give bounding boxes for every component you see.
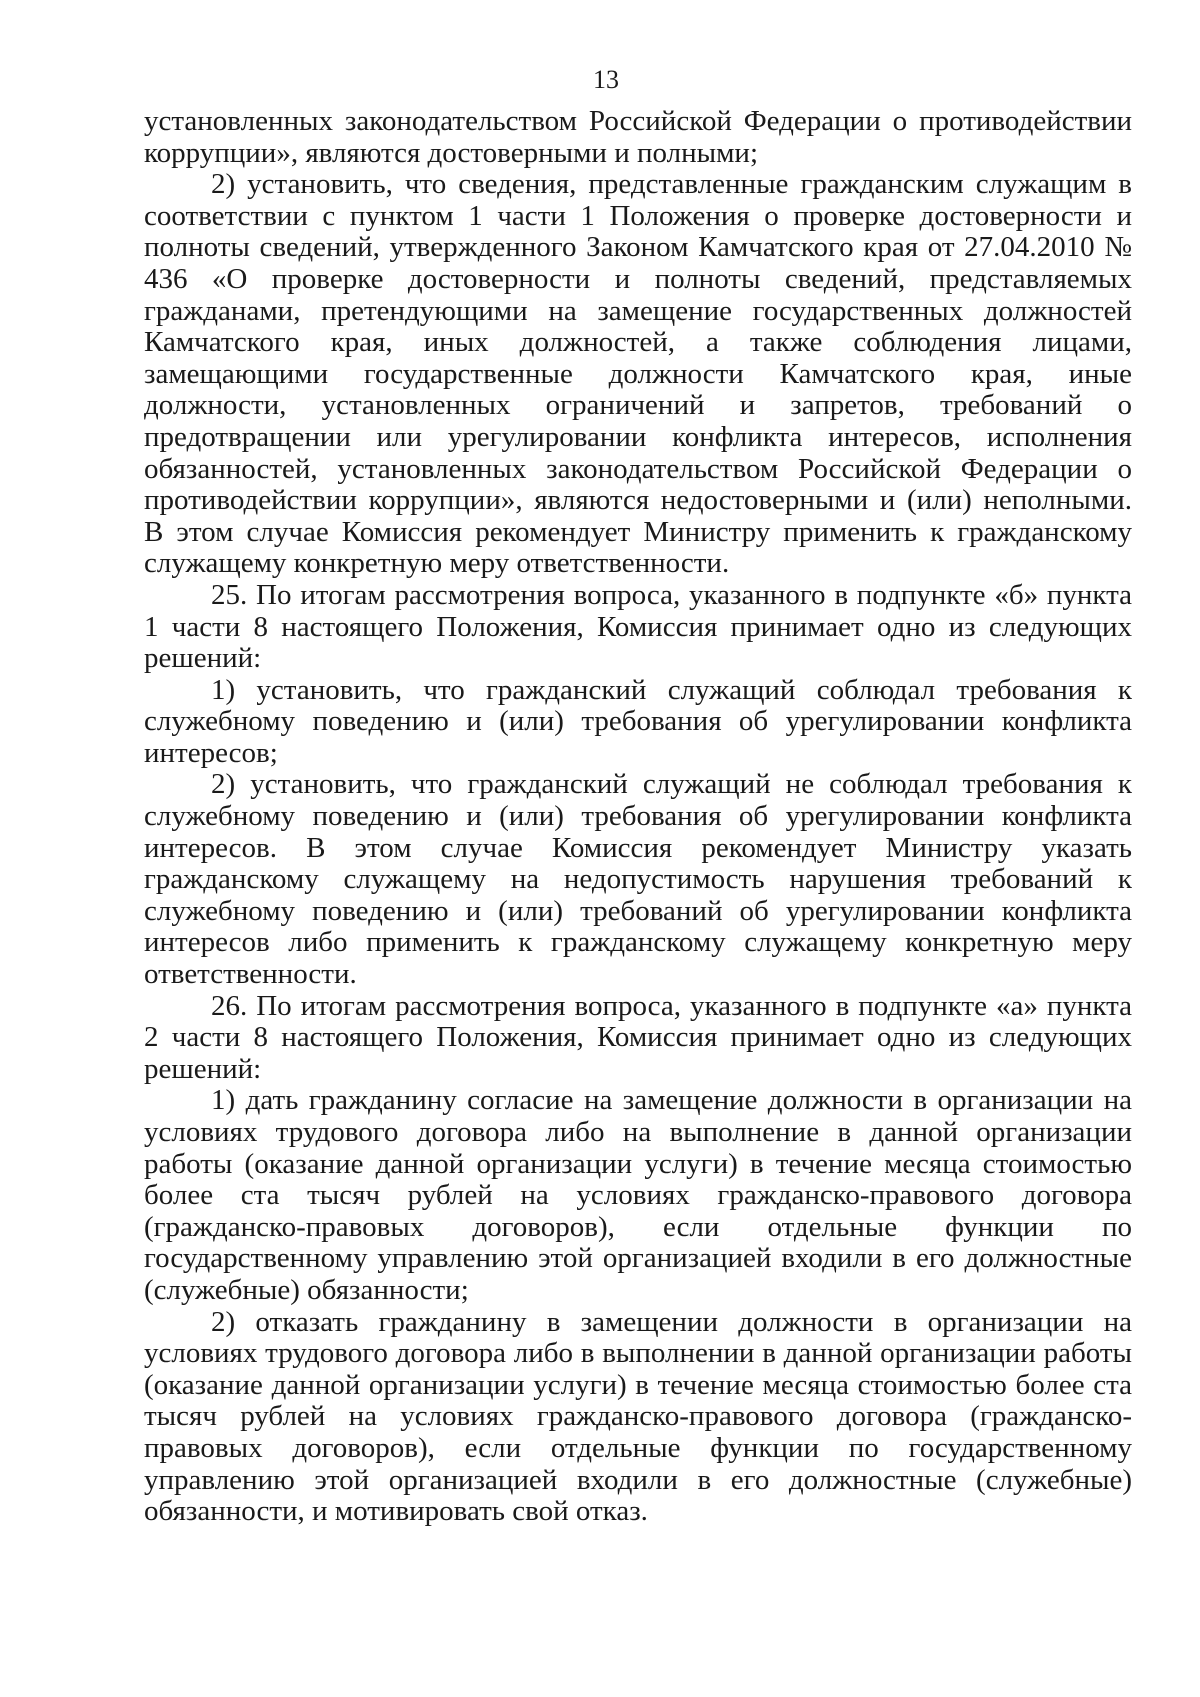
page-number: 13 (593, 65, 619, 94)
paragraph-clause-26-item-2: 2) отказать гражданину в замещении должности в организации на условиях трудового договора либо в выполнении в данной организации работы (оказание данной организации услуги) в течение месяца стоимостью более ста тысяч рублей на условиях гражданско-правового договора (гражданско-правовых договоров), если отдельные функции по государственному управлению этой организацией входили в его должностные (служебные) обязанности, и мотивировать свой отказ. (144, 1305, 1132, 1528)
paragraph-clause-25: 25. По итогам рассмотрения вопроса, указанного в подпункте «б» пункта 1 части 8 настоящего Положения, Комиссия принимает одно из следующих решений: (144, 578, 1132, 675)
paragraph-continuation: установленных законодательством Российской Федерации о противодействии коррупции», являются достоверными и полными; (144, 105, 1132, 169)
paragraph-clause-26-item-1: 1) дать гражданину согласие на замещение должности в организации на условиях трудового договора либо на выполнение в данной организации работы (оказание данной организации услуги) в течение месяца стоимостью более ста тысяч рублей на условиях гражданско-правового договора (гражданско-правовых договоров), если отдельные функции по государственному управлению этой организацией входили в его должностные (служебные) обязанности; (144, 1084, 1132, 1306)
document-body (144, 106, 1132, 1528)
paragraph-clause-26: 26. По итогам рассмотрения вопроса, указанного в подпункте «а» пункта 2 части 8 настоящего Положения, Комиссия принимает одно из следующих решений: (144, 989, 1132, 1085)
paragraph-clause-25-item-2: 2) установить, что гражданский служащий не соблюдал требования к служебному поведению и (или) требования об урегулировании конфликта интересов. В этом случае Комиссия рекомендует Министру указать гражданскому служащему на недопустимость нарушения требований к служебному поведению и (или) требований об урегулировании конфликта интересов либо применить к гражданскому служащему конкретную меру ответственности. (144, 768, 1132, 991)
paragraph-clause-25-item-1: 1) установить, что гражданский служащий соблюдал требования к служебному поведению и (или) требования об урегулировании конфликта интересов; (144, 673, 1132, 769)
paragraph-item-2-unreliable: 2) установить, что сведения, представленные гражданским служащим в соответствии с пунктом 1 части 1 Положения о проверке достоверности и полноты сведений, утвержденного Законом Камчатского края от 27.04.2010 № 436 «О проверке достоверности и полноты сведений, представляемых гражданами, претендующими на замещение государственных должностей Камчатского края, иных должностей, а также соблюдения лицами, замещающими государственные должности Камчатского края, иные должности, установленных ограничений и запретов, требований о предотвращении или урегулировании конфликта интересов, исполнения обязанностей, установленных законодательством Российской Федерации о противодействии коррупции», являются недостоверными и (или) неполными. В этом случае Комиссия рекомендует Министру применить к гражданскому служащему конкретную меру ответственности. (144, 168, 1132, 580)
